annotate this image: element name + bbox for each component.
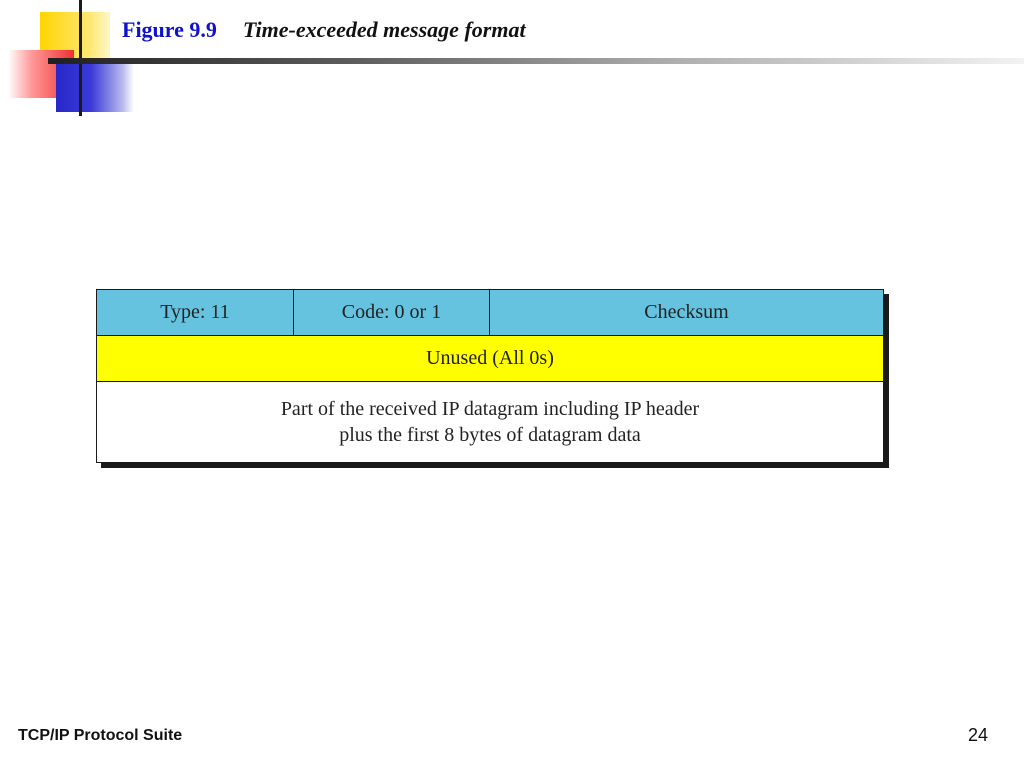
message-format-diagram (96, 289, 884, 463)
corner-decoration-blue (56, 64, 134, 112)
datagram-data-field (97, 382, 883, 462)
code-field: Code: 0 or 1 (294, 290, 490, 335)
datagram-data-row (97, 382, 883, 462)
unused-field: Unused (All 0s) (426, 347, 554, 369)
header-row (97, 290, 883, 336)
datagram-data-line-1: Part of the received IP datagram including IP header (280, 398, 700, 420)
slide-title (122, 17, 526, 43)
unused-row (97, 336, 883, 382)
figure-caption: Time-exceeded message format (242, 17, 526, 42)
figure-number: Figure 9.9 (122, 17, 217, 42)
checksum-field: Checksum (644, 301, 729, 323)
type-field: Type: 11 (97, 290, 294, 335)
title-underline (48, 58, 1024, 64)
datagram-data-line-2: plus the first 8 bytes of datagram data (339, 424, 641, 446)
footer-title: TCP/IP Protocol Suite (18, 727, 183, 744)
page-number: 24 (968, 725, 989, 745)
